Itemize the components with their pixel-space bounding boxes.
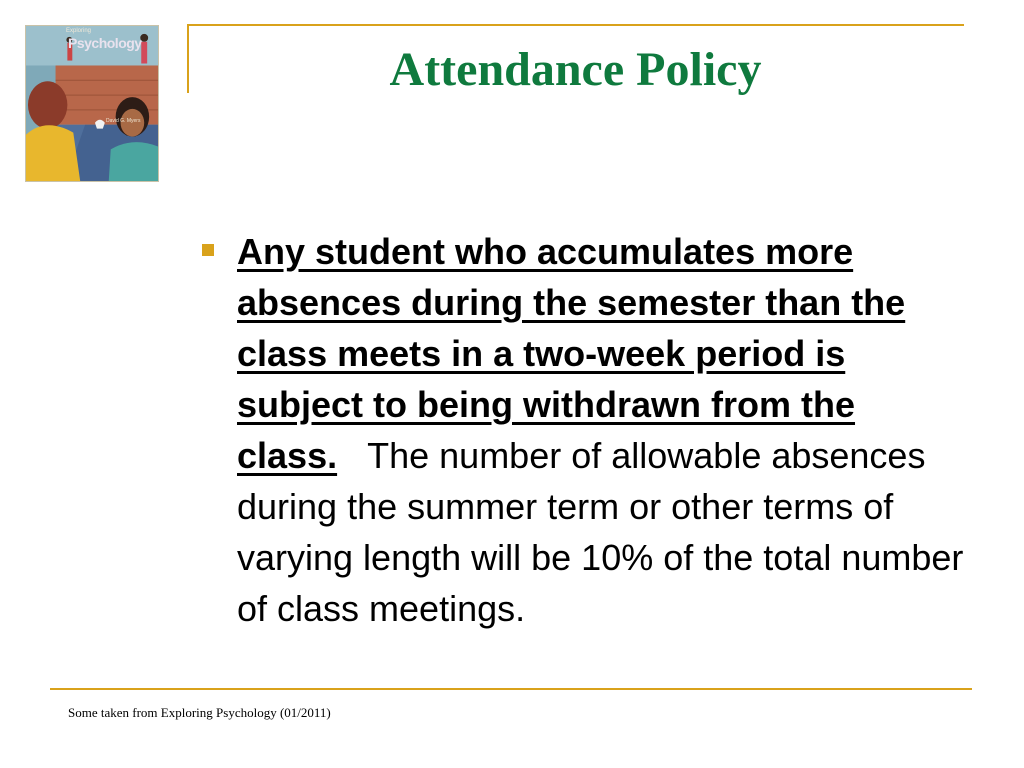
bullet-rest: The number of allowable absences during the summer term or other terms of varying length will be 10% of the total number of class meetings. <box>237 435 964 629</box>
bullet-emphasis: Any student who accumulates more absences during the semester than the class meets in a two-week period is subject to being withdrawn from the class. <box>237 231 906 476</box>
book-cover-title: Psychology <box>68 35 142 51</box>
slide-title: Attendance Policy <box>389 43 762 96</box>
book-cover-subtitle: Exploring <box>66 28 92 34</box>
slide-footer: Some taken from Exploring Psychology (01/2011) <box>68 705 331 720</box>
footer-rule <box>50 688 972 690</box>
book-cover-image <box>25 25 159 182</box>
book-cover-author: David G. Myers <box>106 118 141 124</box>
bullet-text <box>237 226 965 634</box>
title-frame-top-rule <box>187 24 964 26</box>
square-bullet-icon <box>202 244 214 256</box>
bullet-item <box>198 226 968 634</box>
